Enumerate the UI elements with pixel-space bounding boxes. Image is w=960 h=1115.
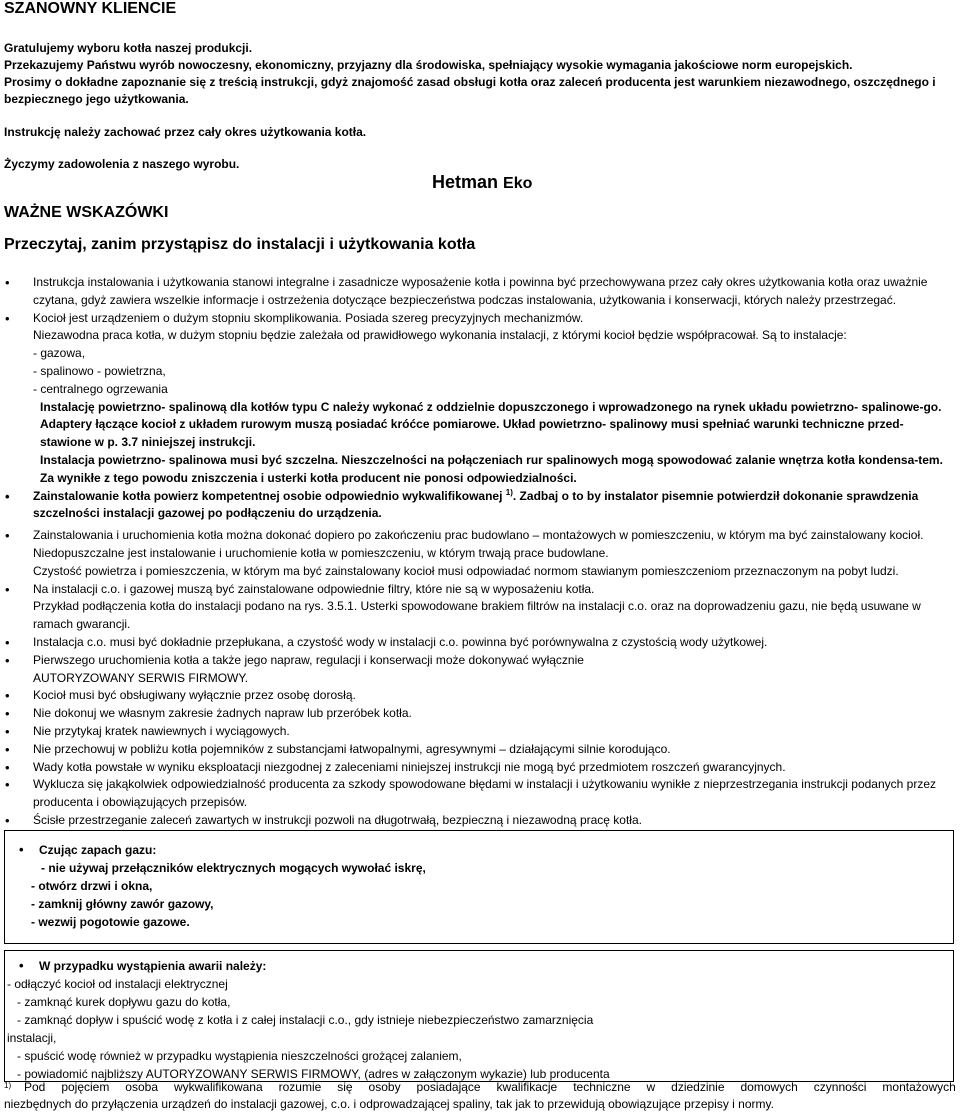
failure-box [4, 950, 954, 1082]
failure-box-heading [5, 957, 953, 975]
gas-box-title: Czując zapach gazu: [39, 843, 157, 857]
read-before-heading: Przeczytaj, zanim przystąpisz do instalacji i użytkowania kotła [4, 236, 476, 253]
footnote-line-2: niezbędnych do przyłączenia urządzeń do instalacji gazowej, c.o. i odprowadzającej spaliny, tak jak to przewidują obowiązujące przepisy i normy. [4, 1097, 774, 1111]
list-item: Instalacja powietrzno- spalinowa musi być szczelna. Nieszczelności na połączeniach rur spalinowych mogą spowodować zalanie wnętrza kotła kondensa-tem. Za wynikłe z tego powodu zniszczenia i usterki kotła producent nie ponosi odpowiedzialności. [40, 452, 943, 485]
list-item [0, 488, 960, 524]
gas-box-line: - zamknij główny zawór gazowy, [31, 897, 214, 911]
footnote-word: rozumie [278, 1080, 322, 1094]
list-item: Czystość powietrza i pomieszczenia, w którym ma być zainstalowany kocioł musi odpowiadać normom stawianym pomieszczeniom przeznaczonym na pobyt ludzi. [33, 563, 899, 578]
footnote-word: pojęciem [61, 1080, 110, 1094]
list-item: Przykład podłączenia kotła do instalacji podano na rys. 3.5.1. Usterki spowodowane brakiem filtrów na instalacji c.o. oraz na doprowadzeniu gazu, nie będą usuwane w ramach gwarancji. [33, 599, 921, 632]
failure-box-line: - odłączyć kocioł od instalacji elektrycznej [7, 977, 228, 991]
footnote-word: czynności [813, 1080, 867, 1094]
footnote-mark: 1) [4, 1081, 12, 1090]
list-item: • Ścisłe przestrzeganie zaleceń zawartych w instrukcji pozwoli na długotrwałą, bezpieczną i niezawodną pracę kotła. [0, 812, 960, 830]
brand-model: Eko [503, 175, 533, 192]
list-item: AUTORYZOWANY SERWIS FIRMOWY. [33, 670, 249, 685]
footnote-word: w [646, 1080, 656, 1094]
gas-box-line: - wezwij pogotowie gazowe. [31, 915, 190, 929]
section-heading: WAŻNE WSKAZÓWKI [4, 204, 169, 221]
list-item: • Instalacja c.o. musi być dokładnie przepłukana, a czystość wody w instalacji c.o. powinna być porównywalna z czystością wody użytkowej. [0, 634, 960, 652]
failure-box-line: - spuścić wodę również w przypadku wystąpienia nieszczelności grożącej zalaniem, [17, 1049, 462, 1063]
list-item: Instalację powietrzno- spalinową dla kotłów typu C należy wykonać z oddzielnie dopuszczonego i wprowadzonego na rynek układu powietrzno- spalinowe-go. Adaptery łączące kocioł z układem rurowym muszą posiadać króćce pomiarowe. Układ powietrzno- spalinowy musi spełniać warunki techniczne przed-stawione w p. 3.7 niniejszej instrukcji. [40, 399, 942, 450]
list-item: • Nie przytykaj kratek nawiewnych i wyciągowych. [0, 723, 960, 741]
footnote-word: kwalifikacje [496, 1080, 558, 1094]
list-item: Niedopuszczalne jest instalowanie i uruchomienie kotła w pomieszczeniu, w którym trwają prace budowlane. [33, 545, 609, 560]
failure-box-title: W przypadku wystąpienia awarii należy: [39, 959, 267, 973]
qualified-text: Zainstalowanie kotła powierz kompetentnej osobie odpowiednio wykwalifikowanej [33, 488, 503, 503]
intro-congrats: Gratulujemy wyboru kotła naszej produkcji. [4, 41, 253, 55]
list-item: Niezawodna praca kotła, w dużym stopniu będzie zależała od prawidłowego wykonania instalacji, z którymi kocioł będzie współpracował. Są to instalacje: [33, 328, 847, 343]
guidelines-list [0, 274, 960, 830]
failure-box-line: - powiadomić najbliższy AUTORYZOWANY SERWIS FIRMOWY, (adres w załączonym wykazie) lub producenta [17, 1067, 610, 1081]
failure-box-line: - zamknąć kurek dopływu gazu do kotła, [17, 995, 231, 1009]
footnote-word: osoby [368, 1080, 401, 1094]
intro-request: Prosimy o dokładne zapoznanie się z treścią instrukcji, gdyż znajomość zasad obsługi kotła oraz zaleceń producenta jest warunkiem niezawodnego, oszczędnego i bezpiecznego jego użytkowania. [4, 75, 936, 106]
bullet: • [19, 958, 24, 973]
page-title: SZANOWNY KLIENCIE [4, 0, 177, 17]
list-item: - centralnego ogrzewania [33, 381, 168, 396]
list-item: • Instrukcja instalowania i użytkowania stanowi integralne i zasadnicze wyposażenie kotła i powinna być przechowywana przez cały okres użytkowania kotła oraz uważnie czytana, gdyż zawiera wszelkie informacje i ostrzeżenia dotyczące bezpieczeństwa podczas instalowania, użytkowania i konserwacji, których należy przestrzegać. [0, 274, 960, 310]
failure-box-line: - zamknąć dopływ i spuścić wodę z kotła i z całej instalacji c.o., gdy istnieje niebezpieczeństwo zamarznięcia [17, 1013, 594, 1027]
list-item: • Pierwszego uruchomienia kotła a także jego napraw, regulacji i konserwacji może dokonywać wyłącznie [0, 652, 960, 670]
footnote-ref: 1) [505, 487, 513, 497]
footnote-word: posiadające [416, 1080, 481, 1094]
list-item: - gazowa, [33, 346, 86, 361]
footnote-word: osoba [125, 1080, 158, 1094]
failure-box-line: instalacji, [7, 1031, 57, 1045]
list-item: • Na instalacji c.o. i gazowej muszą być zainstalowane odpowiednie filtry, które nie są w wyposażeniu kotła. [0, 581, 960, 599]
list-item: • Nie dokonuj we własnym zakresie żadnych napraw lub przeróbek kotła. [0, 705, 960, 723]
brand-title: Hetman [432, 172, 499, 192]
footnote-word: techniczne [573, 1080, 631, 1094]
list-item: • Nie przechowuj w pobliżu kotła pojemników z substancjami łatwopalnymi, agresywnymi – działającymi silnie korodująco. [0, 741, 960, 759]
footnote-word: się [337, 1080, 353, 1094]
bullet: • [19, 842, 24, 857]
brand-name [432, 172, 532, 193]
list-item: • Kocioł musi być obsługiwany wyłącznie przez osobę dorosłą. [0, 687, 960, 705]
gas-smell-box [4, 830, 954, 944]
list-item: - spalinowo - powietrzna, [33, 363, 166, 378]
footnote [4, 1079, 956, 1113]
footnote-word: wykwalifikowana [173, 1080, 263, 1094]
footnote-line-1 [4, 1079, 956, 1096]
list-item: • Kocioł jest urządzeniem o dużym stopniu skomplikowania. Posiada szereg precyzyjnych mechanizmów. [0, 310, 960, 328]
intro-wishes: Życzymy zadowolenia z naszego wyrobu. [4, 157, 240, 171]
qualified-text-cont: . Zadbaj o to by instalator pisemnie potwierdził dokonanie sprawdzenia szczelności instalacji gazowej po podłączeniu do urządzenia. [33, 488, 919, 521]
list-item: • Wady kotła powstałe w wyniku eksploatacji niezgodnej z zaleceniami niniejszej instrukcji nie mogą być przedmiotem roszczeń gwarancyjnych. [0, 759, 960, 777]
footnote-word: domowych [740, 1080, 798, 1094]
footnote-word: dziedzinie [671, 1080, 725, 1094]
gas-box-line: - nie używaj przełączników elektrycznych mogących wywołać iskrę, [41, 861, 426, 875]
gas-box-heading [5, 841, 953, 859]
intro-keep: Instrukcję należy zachować przez cały okres użytkowania kotła. [4, 125, 367, 139]
footnote-word: Pod [24, 1080, 46, 1094]
footnote-word: montażowych [882, 1080, 956, 1094]
list-item: • Zainstalowania i uruchomienia kotła można dokonać dopiero po zakończeniu prac budowlano – montażowych w pomieszczeniu, w którym ma być zainstalowany kocioł. [0, 527, 960, 545]
intro-product: Przekazujemy Państwu wyrób nowoczesny, ekonomiczny, przyjazny dla środowiska, spełniający wysokie wymagania jakościowe norm europejskich. [4, 58, 853, 72]
gas-box-line: - otwórz drzwi i okna, [31, 879, 153, 893]
list-item: • Wyklucza się jakąkolwiek odpowiedzialność producenta za szkody spowodowane błędami w instalacji i użytkowaniu wynikłe z nieprzestrzegania instrukcji podanych przez producenta i obowiązujących przepisów. [0, 776, 960, 812]
